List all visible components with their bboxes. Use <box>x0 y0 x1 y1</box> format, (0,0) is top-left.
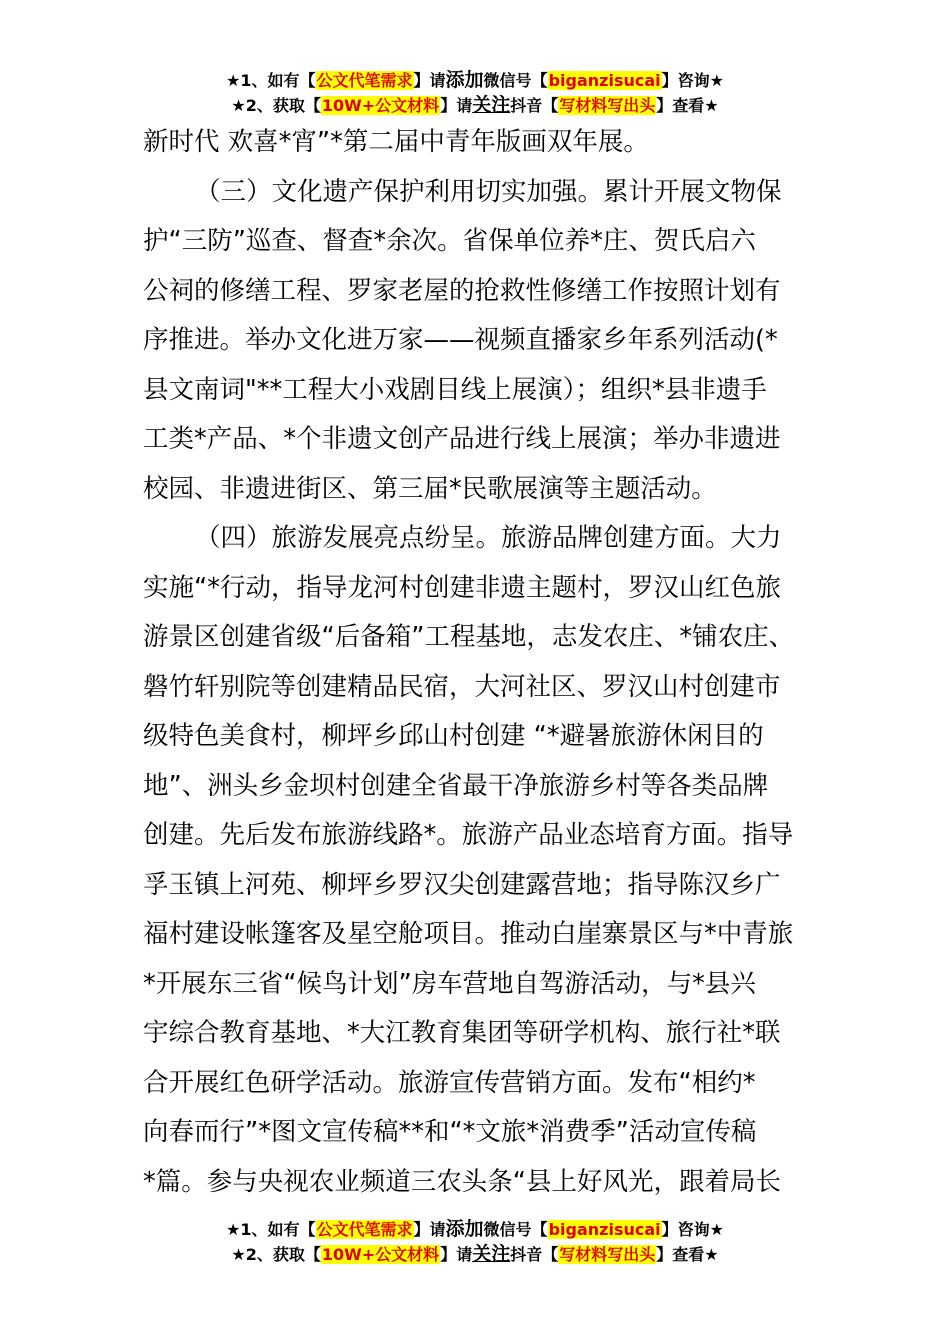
banner-text: 】请 <box>440 96 473 115</box>
footer-banner <box>0 1217 950 1267</box>
body-line: 福村建设帐篷客及星空舱项目。推动白崖寨景区与*中青旅 <box>143 919 794 949</box>
section-heading-line: （四）旅游发展亮点纷呈。旅游品牌创建方面。大力 <box>195 523 782 553</box>
banner-text: ★2、获取【 <box>231 1245 321 1264</box>
banner-highlight: biganzisucai <box>548 71 661 90</box>
body-line: 磐竹轩别院等创建精品民宿，大河社区、罗汉山村创建市 <box>143 671 781 702</box>
banner-emphasis: 关注 <box>472 94 511 116</box>
banner-highlight: 10W+公文材料 <box>321 1245 440 1264</box>
body-line: 实施“*行动，指导龙河村创建非遗主题村，罗汉山红色旅 <box>143 572 781 603</box>
banner-text: 】查看★ <box>656 96 719 115</box>
banner-text: 微信号【 <box>483 1220 548 1239</box>
banner-line-1 <box>0 68 950 93</box>
body-line: 合开展红色研学活动。旅游宣传营销方面。发布“相约* <box>143 1067 756 1098</box>
banner-text: 】请 <box>413 1220 446 1239</box>
body-line: 县文南词"**工程大小戏剧目线上展演）；组织*县非遗手 <box>143 374 767 405</box>
banner-line-2 <box>0 1242 950 1267</box>
banner-text: 抖音【 <box>510 96 559 115</box>
banner-highlight: 公文代笔需求 <box>316 1220 413 1239</box>
body-line: 工类*产品、*个非遗文创产品进行线上展演；举办非遗进 <box>143 424 781 454</box>
banner-text: 】查看★ <box>656 1245 719 1264</box>
banner-text: 】咨询★ <box>661 71 724 90</box>
banner-line-2 <box>0 93 950 118</box>
banner-text: 】请 <box>413 71 446 90</box>
body-line: 宇综合教育基地、*大江教育集团等研学机构、旅行社*联 <box>143 1018 781 1048</box>
body-line: 护“三防”巡查、督查*余次。省保单位养*庄、贺氏启六 <box>143 226 756 256</box>
banner-highlight: 写材料写出头 <box>559 1245 656 1264</box>
banner-text: ★2、获取【 <box>231 96 321 115</box>
banner-text: ★1、如有【 <box>226 71 316 90</box>
body-line: 孚玉镇上河苑、柳坪乡罗汉尖创建露营地；指导陈汉乡广 <box>143 869 781 900</box>
banner-text: 微信号【 <box>483 71 548 90</box>
banner-emphasis: 关注 <box>472 1243 511 1265</box>
section-heading-line: （三）文化遗产保护利用切实加强。累计开展文物保 <box>195 176 782 207</box>
body-line: 新时代 欢喜*宵”*第二届中青年版画双年展。 <box>143 127 649 157</box>
banner-text: ★1、如有【 <box>226 1220 316 1239</box>
body-line: 校园、非遗进街区、第三届*民歌展演等主题活动。 <box>143 473 717 504</box>
banner-highlight: biganzisucai <box>548 1220 661 1239</box>
banner-line-1 <box>0 1217 950 1242</box>
header-banner <box>0 68 950 118</box>
banner-emphasis: 添加 <box>445 69 484 91</box>
body-line: 游景区创建省级“后备箱”工程基地，志发农庄、*铺农庄、 <box>143 622 795 652</box>
banner-text: 抖音【 <box>510 1245 559 1264</box>
body-line: *篇。参与央视农业频道三农头条“县上好风光，跟着局长 <box>143 1166 781 1197</box>
body-line: 级特色美食村，柳坪乡邱山村创建 “*避暑旅游休闲目的 <box>143 721 764 751</box>
body-line: 公祠的修缮工程、罗家老屋的抢救性修缮工作按照计划有 <box>143 275 781 306</box>
banner-highlight: 公文代笔需求 <box>316 71 413 90</box>
banner-highlight: 写材料写出头 <box>559 96 656 115</box>
banner-highlight: 10W+公文材料 <box>321 96 440 115</box>
banner-emphasis: 添加 <box>445 1218 484 1240</box>
document-body <box>143 118 833 1207</box>
body-line: 地”、洲头乡金坝村创建全省最干净旅游乡村等各类品牌 <box>143 770 769 801</box>
body-line: 创建。先后发布旅游线路*。旅游产品业态培育方面。指导 <box>143 820 794 850</box>
banner-text: 】咨询★ <box>661 1220 724 1239</box>
body-line: *开展东三省“候鸟计划”房车营地自驾游活动，与*县兴 <box>143 968 756 999</box>
banner-text: 】请 <box>440 1245 473 1264</box>
body-line: 向春而行”*图文宣传稿**和“*文旅*消费季”活动宣传稿 <box>143 1117 757 1147</box>
body-line: 序推进。举办文化进万家——视频直播家乡年系列活动(* <box>143 325 778 355</box>
